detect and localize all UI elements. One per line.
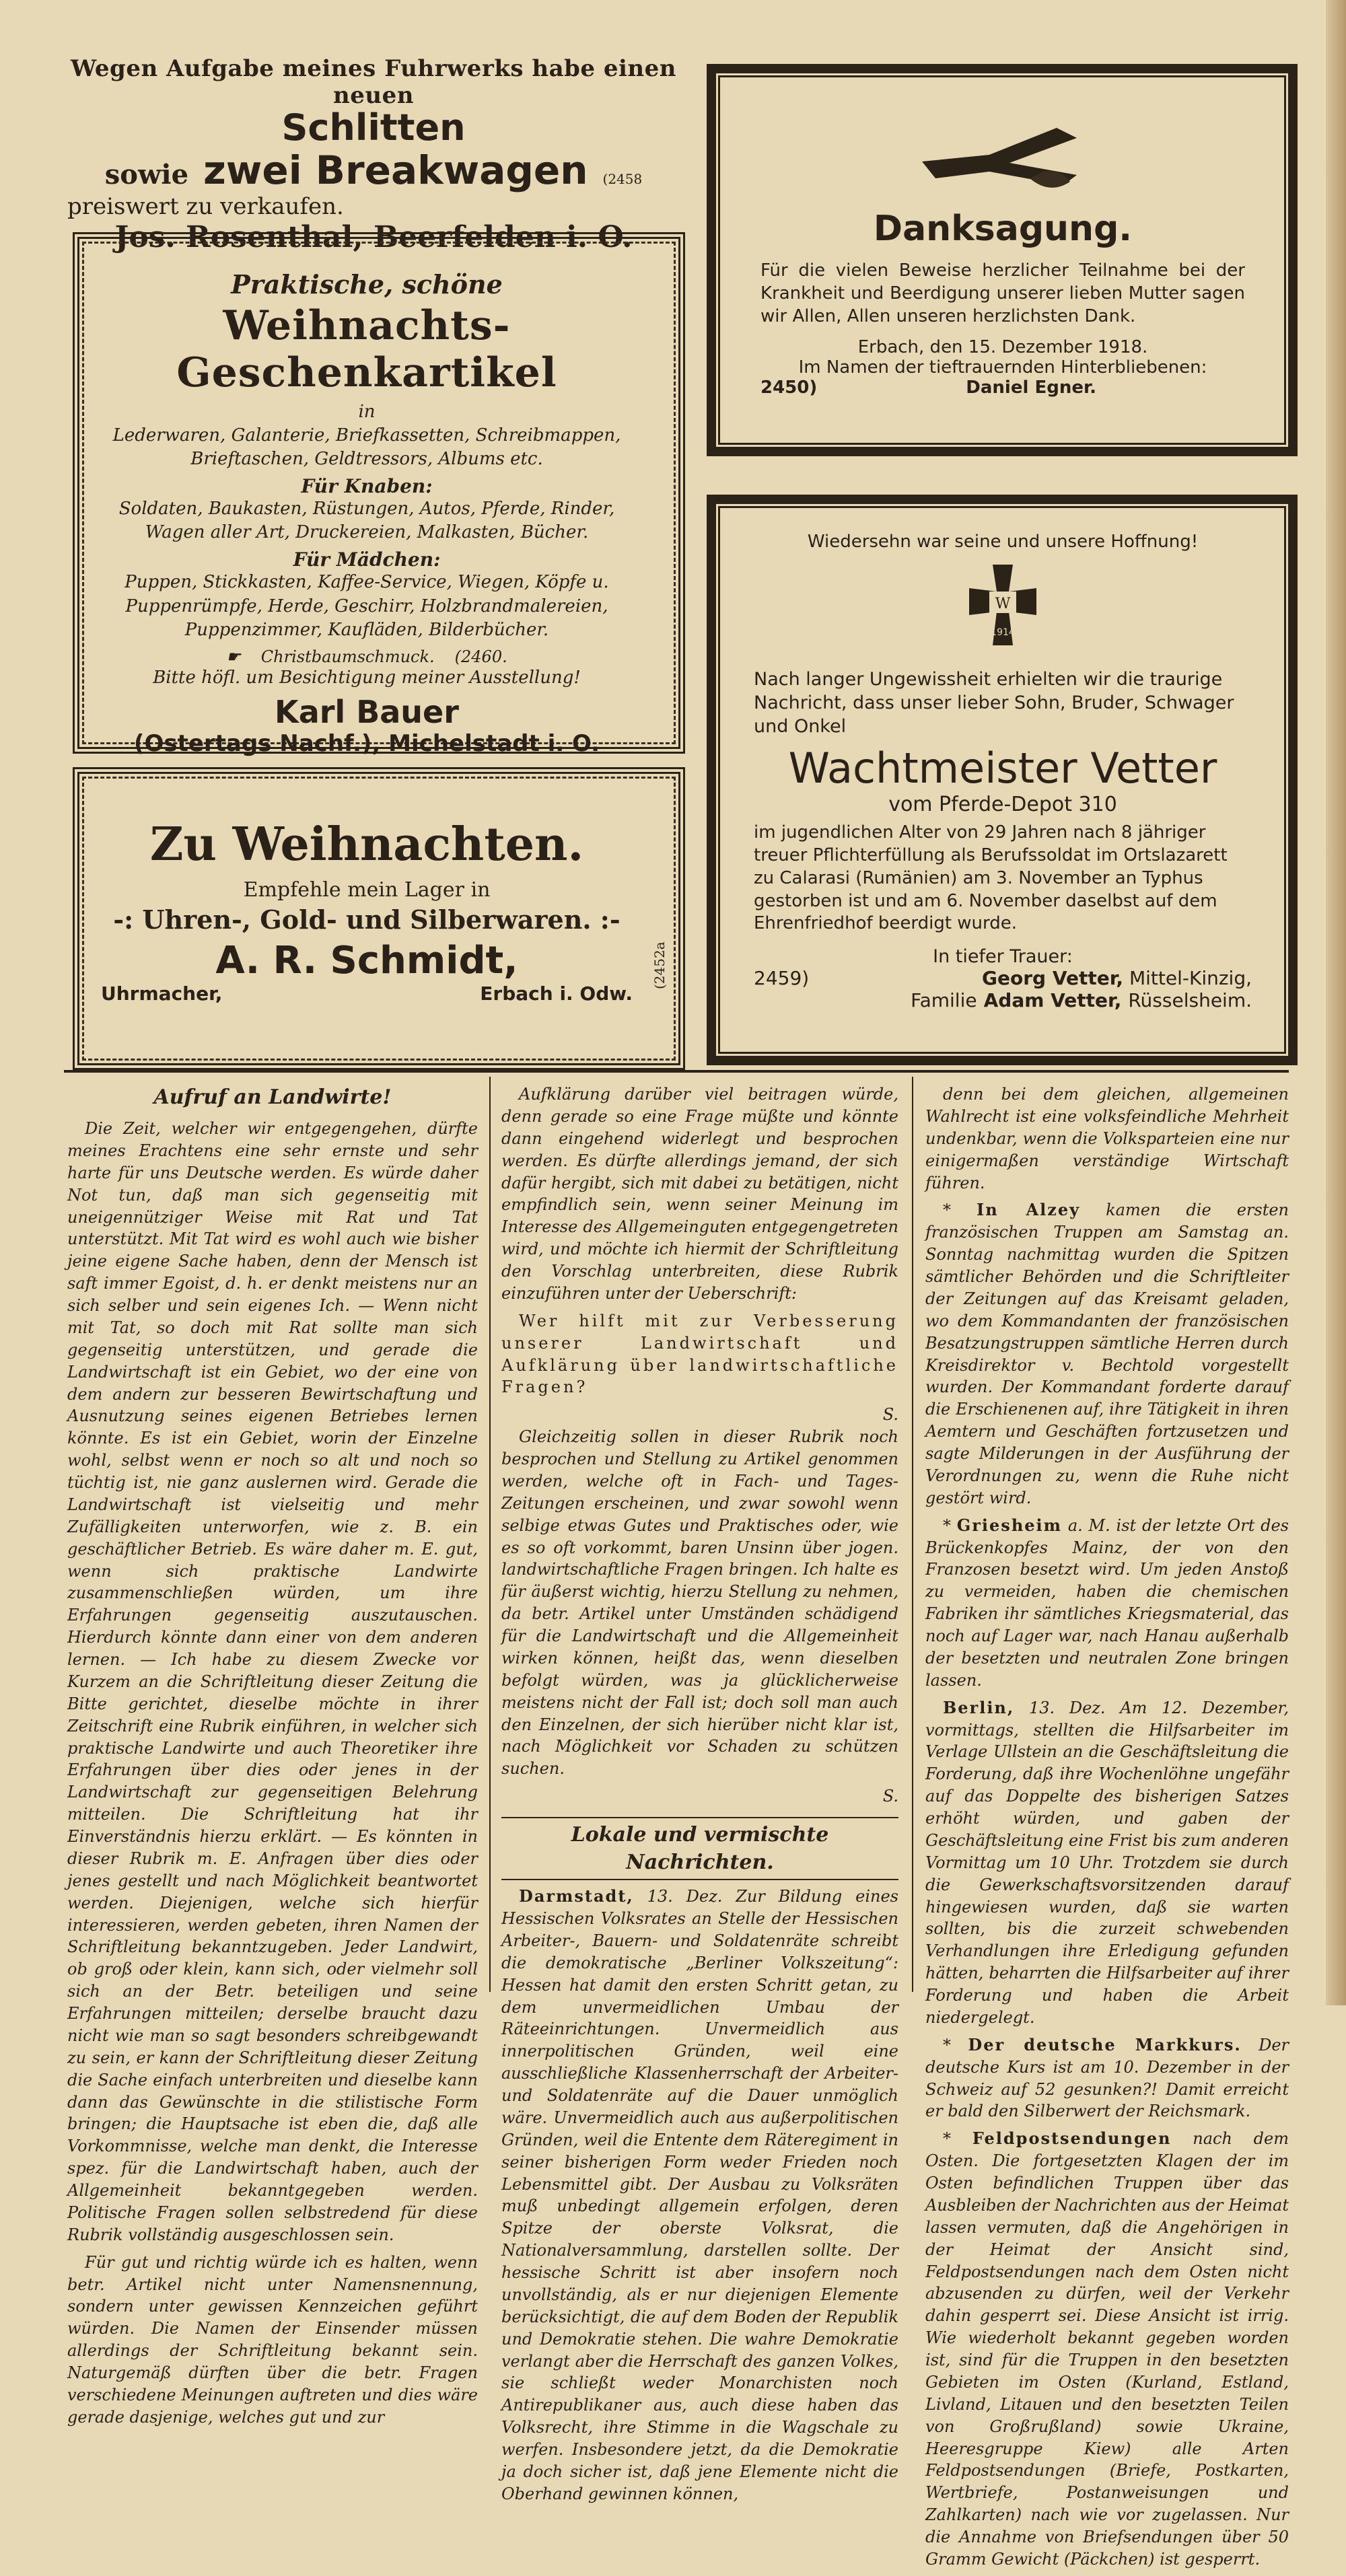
ad-bauer-heading: Praktische, schöne (231, 269, 503, 299)
iron-cross-letter: W (995, 596, 1011, 612)
ad-schmidt-town: Erbach i. Odw. (480, 982, 633, 1005)
ad-schlitten-headline: Schlitten (281, 106, 466, 149)
vetter-text: im jugendlichen Alter von 29 Jahren nach 8 jähriger treuer Pflichterfüllung als Berufssoldat im Ortslazarett zu Calarasi (Rumänien) am 3. November an Typhus gestorben ist und am 6. November daselbst auf dem Ehrenfriedhof beerdigt wurde. (754, 822, 1228, 934)
news-text: 13. Dez. Zur Bildung eines Hessischen Volksrates an Stelle der Hessischen Arbeiter-, Bauern- und Soldatenräte schreibt die demokratische „Berliner Volkszeitung“: Hessen hat damit den ersten Schritt getan, zu dem unvermeidlichen Umbau der Räteeinrichtungen. Unvermeidlich aus innerpolitischen Gründen, weil eine ausschließliche Klassenherrschaft der Arbeiter- und Soldatenräte auf die Dauer unmöglich wäre. Unvermeidlich auch aus außerpolitischen Gründen, weil die Entente dem Räteregiment in seiner bisherigen Form weder Frieden noch Lebensmittel gibt. Der Ausbau zu Volksräten muß unbedingt allgemein erfolgen, deren Spitze der oberste Volksrat, die Nationalversammlung, darstellen sollte. Der hessische Schritt ist aber insofern noch unvollständig, als er nur diejenigen Elemente berücksichtigt, die auf dem Boden der Republik und Demokratie stehen. Die wahre Demokratie verlangt aber die Herrschaft des ganzen Volkes, sie schließt weder Monarchisten noch Antirepublikaner aus, auch diese haben das Volksrecht, ihre Stimme in die Wagschale zu werfen. Insbesondere jetzt, da die Demokratie ja doch sicher ist, daß jene Elemente nicht die Oberhand gewinnen können, (501, 1887, 898, 2503)
ad-bauer-name: Karl Bauer (275, 693, 459, 730)
news-dateline: In Alzey (977, 1200, 1081, 1220)
news-item (925, 2128, 1289, 2571)
ad-bauer-address: (Ostertags Nachf.), Michelstadt i. O. (133, 729, 600, 757)
vetter-fam1-place: Mittel-Kinzig, (1129, 967, 1252, 990)
ad-schmidt-name: A. R. Schmidt, (215, 939, 518, 982)
ad-bauer-title: Weihnachts-Geschenkartikel (176, 302, 557, 396)
ad-bauer-invite: Bitte höfl. um Besichtigung meiner Ausstellung! (153, 667, 581, 688)
news-bullet: * (943, 2035, 968, 2054)
ad-schlitten-sowie: sowie (104, 158, 189, 190)
danksagung-date: Erbach, den 15. Dezember 1918. (857, 337, 1148, 358)
article-paragraph: Die Zeit, welcher wir entgegengehen, dürfte meines Erachtens eine sehr ernste und sehr harte für uns Deutsche werden. Es würde daher Not tun, daß man sich gegenseitig mit uneigennütziger Weise mit Rat und Tat unterstützt. Mit Tat wird es wohl auch wie bisher jeine eigene Sache haben, denn der Mensch ist saft immer Egoist, d. h. er denkt meistens nur an sich selber und sein eigenes Ich. — Wenn nicht mit Tat, so doch mit Rat sollte man sich gegenseitig unterstützen, und gerade die Landwirtschaft ist ein Gebiet, wo der eine von dem andern zur besseren Bewirtschaftung und Ausnutzung seines eigenen Betriebes lernen könnte. Es ist ein Gebiet, worin der Einzelne wohl, selbst wenn er noch so alt und noch so tüchtig ist, nie ganz auslernen wird. Gerade die Landwirtschaft ist vielseitig und mehr Zufälligkeiten unterworfen, wie z. B. ein geschäftlicher Betrieb. Es wäre daher m. E. gut, wenn sich praktische Landwirte zusammenschließen würden, um ihre Erfahrungen gegenseitig auszutauschen. Hierdurch könnte dann einer von dem anderen lernen. — Ich habe zu diesem Zwecke vor Kurzem an die Schriftleitung dieser Zeitung die Bitte gerichtet, dieselbe möchte in ihrer Zeitschrift eine Rubrik einführen, in welcher sich praktische Landwirte und auch Theoretiker ihre Erfahrungen über dies oder jenes in der Landwirtschaft zur gegenseitigen Belehrung mitteilen. Die Schriftleitung hat ihr Einverständnis hierzu erklärt. — Es könnten in dieser Rubrik m. E. Anfragen über dies oder jenes gestellt und nach Möglichkeit beantwortet werden. Diejenigen, welche sich hierfür interessieren, werden gebeten, ihren Namen der Schriftleitung bekanntzugeben. Jeder Landwirt, ob groß oder klein, kann sich, oder vielmehr soll sich an der Betr. beteiligen und seine Erfahrungen mitteilen; derselbe braucht dazu nicht wie man so sagt besonders schreibgewandt zu sein, er kann der Schriftleitung dieser Zeitung die Sache einfach unterbreiten und dieselbe kann dann das Gewünschte in die stilistische Form bringen; die Hauptsache ist eben die, daß alle Vorkommnisse, welche man denkt, die Interesse spez. für die Landwirtschaft haben, auch der Allgemeinheit bekanntgegeben werden. Politische Fragen sollen selbstredend für diese Rubrik vollständig ausgeschlossen sein. (67, 1119, 478, 2244)
vetter-intro: Nach langer Ungewissheit erhielten wir die traurige Nachricht, dass unser lieber Sohn, Bruder, Schwager und Onkel (754, 669, 1234, 738)
news-bullet: * (943, 1515, 957, 1535)
news-item (925, 1697, 1289, 2029)
danksagung-title: Danksagung. (873, 209, 1133, 249)
ad-schlitten (67, 55, 680, 254)
vetter-depot: vom Pferde-Depot 310 (888, 793, 1117, 817)
article-rubric-title: Wer hilft mit zur Verbesserung unserer Landwirtschaft und Aufklärung über landwirtschaftliche Fragen? (501, 1311, 898, 1397)
pointing-hand-icon: ☛ (226, 647, 241, 666)
ad-bauer-girls: Puppen, Stickkasten, Kaffee-Service, Wiegen, Köpfe u. Puppenrümpfe, Herde, Geschirr, Holzbrandmalereien, Puppenzimmer, Kaufläden, Bilderbücher. (125, 572, 609, 640)
news-text: nach dem Osten. Die fortgesetzten Klagen der im Osten befindlichen Truppen über das Ausbleiben der Nachrichten aus der Heimat lassen vermuten, daß die Angehörigen in der Heimat der Ansicht sind, Feldpostsendungen nach dem Osten nicht abzusenden zu dürfen, weil der Verkehr dahin gesperrt sei. Diese Ansicht ist irrig. Wie wiederholt bekannt gegeben worden ist, sind für die Truppen in den besetzten Gebieten im Osten (Kurland, Estland, Livland, Litauen und den besetzten Teilen von Großrußland) sowie Ukraine, Heeresgruppe Kiew) alle Arten Feldpostsendungen (Briefe, Postkarten, Wertbriefe, Postanweisungen und Zahlkarten) nach wie vor zugelassen. Nur die Annahme von Briefsendungen über 50 Gramm Gewicht (Päckchen) ist gesperrt. (925, 2129, 1289, 2569)
news-dateline: Darmstadt, (519, 1886, 634, 1906)
ad-bauer-code: (2460. (454, 647, 507, 666)
ad-schlitten-line1: Wegen Aufgabe meines Fuhrwerks habe einen neuen (71, 55, 676, 109)
news-bullet: * (943, 1201, 977, 1220)
vetter-family-row2 (754, 989, 1252, 1011)
news-text: a. M. ist der letzte Ort des Brückenkopfes Mainz, der von den Franzosen besetzt wird. Um jeden Anstoß zu vermeiden, haben die chemischen Fabriken ihr sämtliches Kriegsmaterial, das noch auf Lager war, nach Hanau außerhalb der besetzten und neutralen Zone bringen lassen. (925, 1515, 1289, 1690)
ad-schlitten-breakwagen: zwei Breakwagen (203, 147, 588, 193)
ad-schmidt-code: (2452a (651, 941, 668, 989)
ad-schlitten-line3: preiswert zu verkaufen. (67, 192, 344, 220)
ad-schmidt-trade: Uhrmacher, (101, 982, 223, 1005)
ad-bauer-goods: Lederwaren, Galanterie, Briefkassetten, Schreibmappen, Brieftaschen, Geldtressors, Albums etc. (112, 425, 621, 470)
ad-schlitten-row2 (67, 147, 680, 193)
ad-bauer-boys: Soldaten, Baukasten, Rüstungen, Autos, Pferde, Rinder, Wagen aller Art, Druckereien, Malkasten, Bücher. (118, 499, 615, 543)
ad-schmidt-bottom (101, 982, 633, 1005)
news-item (925, 2034, 1289, 2123)
iron-cross-year: 1914 (991, 627, 1015, 638)
ad-schlitten-advertiser: Jos. Rosenthal, Beerfelden i. O. (114, 219, 633, 254)
danksagung-code: 2450) (760, 378, 818, 398)
ad-schlitten-code: (2458 (602, 170, 643, 187)
news-text: kamen die ersten französischen Truppen am Samstag an. Sonntag nachmittag wurden die Spitzen sämtlicher Behörden und die Schriftleiter der Zeitungen auf das Kreisamt geladen, wo dem Kommandanten der französischen Besatzungstruppen sämtliche Herren durch Kreisdirektor v. Bechtold vorgestellt wurden. Der Kommandant forderte darauf die Erschienenen auf, ihre Tätigkeit in ihren Aemtern und Geschäften fortzusetzen und sagte Milderungen in der Ausführung der Verordnungen zu, wenn die Ruhe nicht gestört wird. (925, 1201, 1289, 1507)
news-dateline: Griesheim (956, 1515, 1063, 1535)
news-item (925, 1515, 1289, 1692)
vetter-trauer: In tiefer Trauer: (933, 946, 1073, 968)
vetter-fam2-pre: Familie (911, 989, 977, 1012)
vetter-fam2-place: Rüsselsheim. (1128, 989, 1252, 1012)
ad-bauer-in: in (358, 402, 376, 422)
danksagung (760, 114, 1245, 398)
vetter-motto: Wiedersehn war seine und unsere Hoffnung! (807, 532, 1199, 552)
ad-bauer-xmas: Christbaumschmuck. (260, 647, 435, 666)
vetter-notice (754, 532, 1252, 1011)
column-rule (912, 1077, 913, 1992)
vetter-name: Wachtmeister Vetter (788, 744, 1217, 793)
ad-bauer-xmas-row (101, 647, 633, 666)
article-signature: S. (882, 1787, 898, 1806)
news-dateline: Feldpostsendungen (972, 2128, 1172, 2149)
article-aufruf-title: Aufruf an Landwirte! (153, 1085, 392, 1109)
vetter-family-row1 (754, 967, 1252, 989)
iron-cross-icon (966, 561, 1040, 649)
article-column-2 (501, 1083, 898, 2511)
ad-schmidt (101, 818, 633, 1005)
news-dateline: Der deutsche Markkurs. (968, 2034, 1242, 2054)
news-bullet: * (943, 2129, 972, 2149)
article-paragraph: Gleichzeitig sollen in dieser Rubrik noch besprochen und Stellung zu Artikel genommen werden, welche oft in Fach- und Tages-Zeitungen erscheinen, und zwar sowohl wenn selbige etwas Gutes und Praktisches oder, wie es so oft vorkommt, baren Unsinn über jogen. landwirtschaftliche Fragen bringen. Ich halte es für äußerst wichtig, hierzu Stellung zu nehmen, da betr. Artikel unter Umständen schädigend für die Landwirtschaft und die Allgemeinheit wirken können, heißt das, wenn dieselben befolgt würden, was ja glücklicherweise meistens nicht der Fall ist; doch soll man auch den Einzelnen, der sich hierüber nicht klar ist, nach Möglichkeit vor Schaden zu schützen suchen. (501, 1427, 898, 1779)
ad-bauer-boys-label: Für Knaben: (301, 475, 433, 498)
news-text: Der deutsche Kurs ist am 10. Dezember in der Schweiz auf 52 gesunken?! Damit erreicht er bald den Silberwert der Reichsmark. (925, 2035, 1289, 2121)
danksagung-signer: Daniel Egner. (966, 378, 1096, 398)
vetter-code: 2459) (754, 967, 810, 990)
local-news-heading: Lokale und vermischte Nachrichten. (501, 1817, 898, 1880)
article-aufruf (67, 1083, 478, 2434)
vetter-fam1-name: Georg Vetter, (982, 967, 1124, 990)
danksagung-sign-row (760, 378, 1245, 398)
news-column-3 (925, 1083, 1289, 2576)
ad-schmidt-line3: -: Uhren-, Gold- und Silberwaren. :- (113, 904, 621, 935)
article-paragraph: Aufklärung darüber viel beitragen würde, denn gerade so eine Frage müßte und könnte dann eingehend widerlegt und besprochen werden. Es dürfte allerdings jemand, der sich dafür hergibt, sich mit dabei zu betätigen, nicht empfindlich sein, wenn seiner Meinung im Interesse des Allgemeinguten entgegengetreten wird, und möchte ich hiermit der Schriftleitung den Vorschlag unterbreiten, diese Rubrik einzuführen unter der Ueberschrift: (501, 1085, 898, 1303)
article-paragraph: Für gut und richtig würde ich es halten, wenn betr. Artikel nicht unter Namensnennung, sondern unter gewissen Kennzeichen geführt würden. Die Namen der Einsender müssen allerdings der Schriftleitung bekannt sein. Naturgemäß dürften über die betr. Fragen verschiedene Meinungen auftreten und dies wäre gerade dasjenige, welches gut und zur (67, 2252, 478, 2427)
ad-bauer-girls-label: Für Mädchen: (293, 548, 441, 571)
news-item (501, 1886, 898, 2505)
ad-bauer (101, 269, 633, 757)
news-item (925, 1199, 1289, 1509)
page-edge (1326, 0, 1346, 2005)
section-divider (64, 1070, 1289, 1073)
danksagung-text: Für die vielen Beweise herzlicher Teilnahme bei der Krankheit und Beerdigung unserer lieben Mutter sagen wir Allen, Allen unseren herzlichsten Dank. (760, 260, 1245, 326)
vetter-fam2-name: Adam Vetter, (983, 989, 1122, 1012)
news-dateline: Berlin, (943, 1697, 1015, 1717)
news-text: 13. Dez. Am 12. Dezember, vormittags, stellten die Hilfsarbeiter im Verlage Ullstein an die Geschäftsleitung die Forderung, daß ihre Wochenlöhne ungefähr auf das Doppelte des bisherigen Satzes erhöht würden, und gaben der Geschäftsleitung eine Frist bis zum anderen Vormittag um 10 Uhr. Trotzdem sie durch die Gewerkschaftsvorsitzenden darauf hingewiesen wurden, daß sie warten sollten, bis die zurzeit schwebenden Verhandlungen ihre Erledigung gefunden hätten, beharrten die Hilfsarbeiter auf ihrer Forderung und haben die Arbeit niedergelegt. (925, 1698, 1289, 2027)
ad-schmidt-line2: Empfehle mein Lager in (243, 878, 491, 902)
article-signature: S. (882, 1405, 898, 1425)
news-text: denn bei dem gleichen, allgemeinen Wahlrecht ist eine volksfeindliche Mehrheit undenkbar, wenn die Volksparteien eine nur einigermaßen verständige Wirtschaft führen. (925, 1085, 1289, 1192)
column-rule (489, 1077, 491, 1992)
danksagung-hinterbliebene: Im Namen der tieftrauernden Hinterbliebenen: (798, 357, 1207, 378)
ad-schmidt-title: Zu Weihnachten. (149, 818, 584, 871)
